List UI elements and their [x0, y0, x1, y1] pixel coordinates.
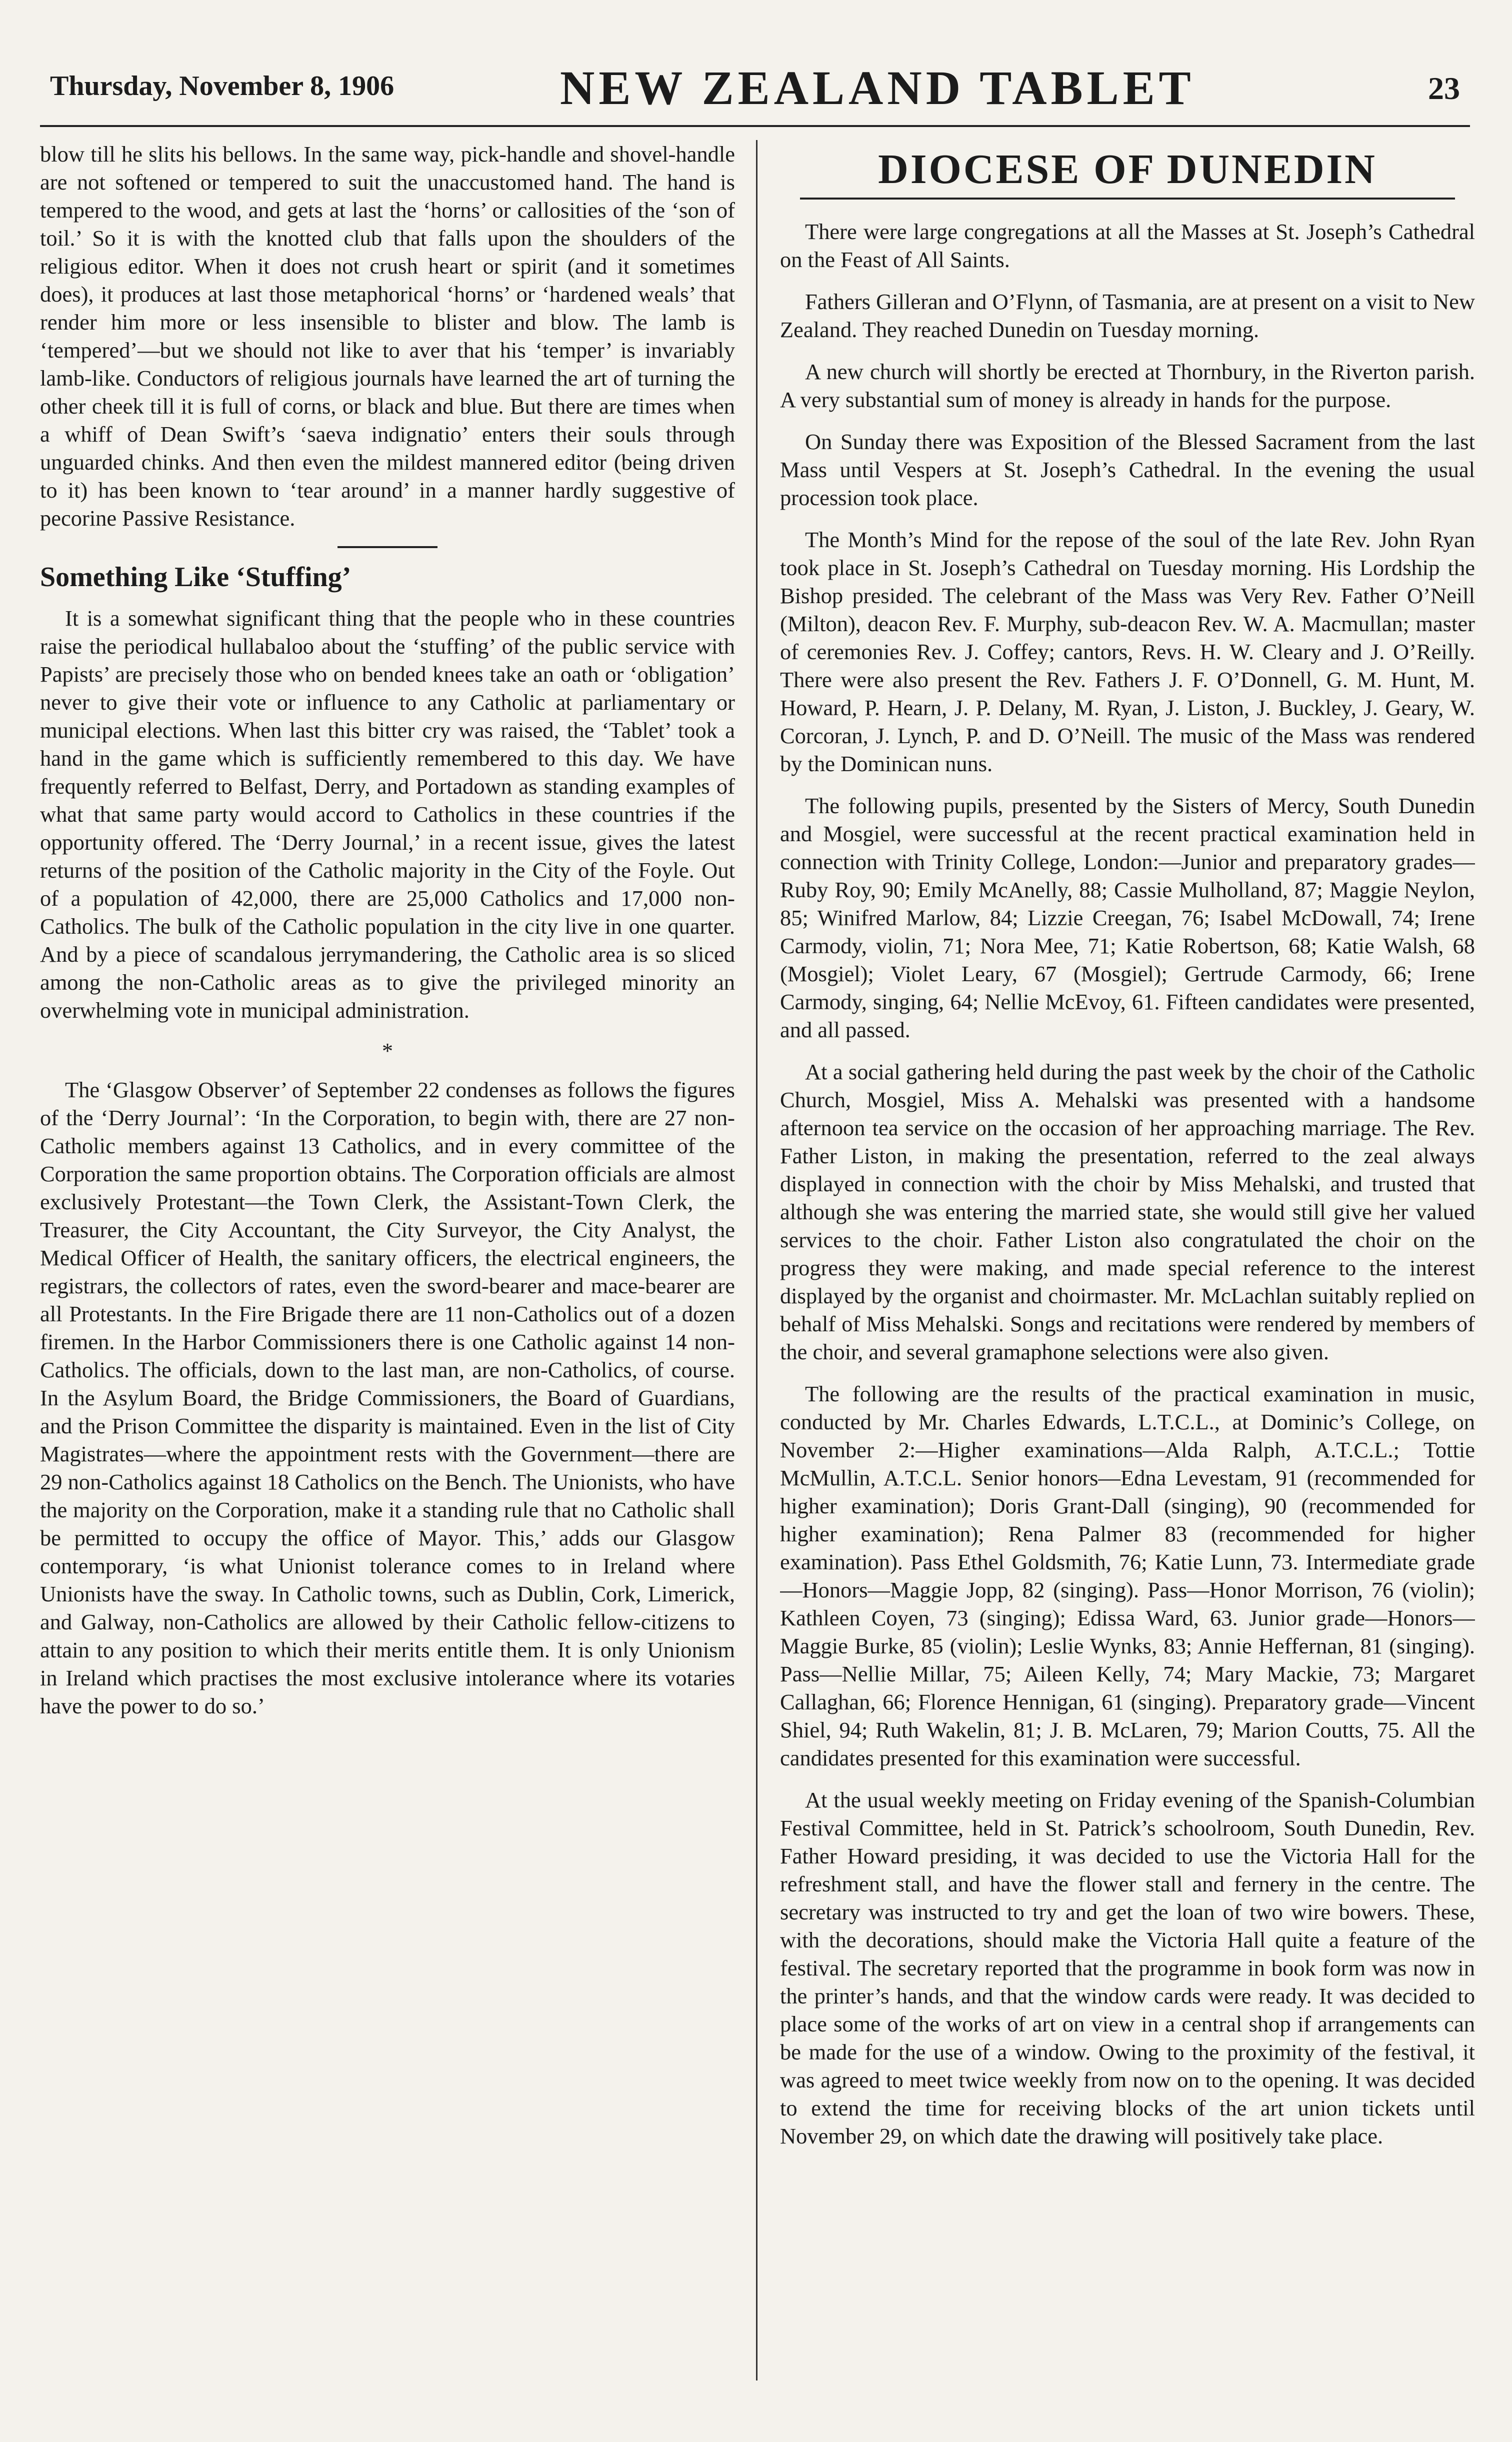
article-paragraph: It is a somewhat significant thing that the people who in these countries raise the periodical hullabaloo about the ‘stuffing’ of the public service with Papists’ are precisely those who on bended knees take an oath or ‘obligation’ never to give their vote or influence to any Catholic at parliamentary or municipal elections. When last this bitter cry was raised, the ‘Tablet’ took a hand in the game which is sufficiently remembered to this day. We have frequently referred to Belfast, Derry, and Portadown as standing examples of what that same party would accord to Catholics in these countries if the opportunity offered. The ‘Derry Journal,’ in a recent issue, gives the latest returns of the position of the Catholic majority in the City of the Foyle. Out of a population of 42,000, there are 25,000 Catholics and 17,000 non-Catholics. The bulk of the Catholic population in the city live in one quarter. And by a piece of scandalous jerrymandering, the Catholic area is so sliced among the non-Catholic areas as to give the privileged minority an overwhelming vote in municipal administration.	[40, 606, 735, 1023]
right-column	[780, 140, 1475, 2380]
news-item: On Sunday there was Exposition of the Blessed Sacrament from the last Mass until Vespers at St. Joseph’s Cathedral. In the evening the usual procession took place.	[780, 429, 1475, 510]
section-heading: Something Like ‘Stuffing’	[40, 562, 352, 593]
page-number: 23	[1428, 71, 1460, 106]
news-item: At the usual weekly meeting on Friday evening of the Spanish-Columbian Festival Committee, held in St. Patrick’s schoolroom, South Dunedin, Rev. Father Howard presiding, it was decided to use the Victoria Hall for the refreshment stall, and have the flower stall and fernery in the centre. The secretary was instructed to try and get the loan of two wire bowers. These, with the decorations, should make the Victoria Hall quite a feature of the festival. The secretary reported that the programme in book form was now in the printer’s hands, and that the window cards were ready. It was decided to place some of the works of art on view in a central shop if arrangements can be made for the use of a window. Owing to the proximity of the festival, it was agreed to meet twice weekly from now on to the opening. It was decided to extend the time for receiving blocks of the art union tickets until November 29, on which date the drawing will positively take place.	[780, 1787, 1475, 2148]
news-item: The Month’s Mind for the repose of the soul of the late Rev. John Ryan took place in St. Joseph’s Cathedral on Tuesday morning. His Lordship the Bishop presided. The celebrant of the Mass was Very Rev. Father O’Neill (Milton), deacon Rev. F. Murphy, sub-deacon Rev. W. A. Macmullan; master of ceremonies Rev. J. Coffey; cantors, Revs. H. W. Cleary and J. O’Reilly. There were also present the Rev. Fathers J. F. O’Donnell, G. M. Hunt, M. Howard, P. Hearn, J. P. Delany, M. Ryan, J. Liston, J. Buckley, J. Geary, W. Corcoran, J. Lynch, P. and D. O’Neill. The music of the Mass was rendered by the Dominican nuns.	[780, 527, 1475, 776]
section-ornament: *	[382, 1039, 393, 1063]
heading-rule	[800, 198, 1455, 200]
news-item: At a social gathering held during the past week by the choir of the Catholic Church, Mosgiel, Miss A. Mehalski was presented with a handsome afternoon tea service on the occasion of her approaching marriage. The Rev. Father Liston, in making the presentation, referred to the zeal always displayed in connection with the choir by Miss Mehalski, and trusted that although she was entering the married state, she would still give her valued services to the choir. Father Liston also congratulated the choir on the progress they were making, and made special reference to the interest displayed by the organist and choirmaster. Mr. McLachlan suitably replied on behalf of Miss Mehalski. Songs and recitations were rendered by members of the choir, and several gramaphone selections were also given.	[780, 1059, 1475, 1364]
section-divider	[338, 546, 438, 548]
news-item: A new church will shortly be erected at Thornbury, in the Riverton parish. A very substantial sum of money is already in hands for the purpose.	[780, 359, 1475, 412]
section-heading: DIOCESE OF DUNEDIN	[878, 146, 1377, 193]
masthead	[40, 50, 1470, 127]
left-column	[40, 140, 735, 2380]
news-item: The following pupils, presented by the Sisters of Mercy, South Dunedin and Mosgiel, were successful at the recent practical examination held in connection with Trinity College, London:—Junior and preparatory grades—Ruby Roy, 90; Emily McAnelly, 88; Cassie Mulholland, 87; Maggie Neylon, 85; Winifred Marlow, 84; Lizzie Creegan, 76; Isabel McDowall, 74; Irene Carmody, violin, 71; Nora Mee, 71; Katie Robertson, 68; Katie Walsh, 68 (Mosgiel); Violet Leary, 67 (Mosgiel); Gertrude Carmody, 66; Irene Carmody, singing, 64; Nellie McEvoy, 61. Fifteen candidates were presented, and all passed.	[780, 793, 1475, 1042]
news-item: The following are the results of the practical examination in music, conducted by Mr. Charles Edwards, L.T.C.L., at Dominic’s College, on November 2:—Higher examinations—Alda Ralph, A.T.C.L.; Tottie McMullin, A.T.C.L. Senior honors—Edna Levestam, 91 (recommended for higher examination); Doris Grant-Dall (singing), 90 (recommended for higher examination); Rena Palmer 83 (recommended for higher examination). Pass Ethel Goldsmith, 76; Katie Lunn, 73. Intermediate grade —Honors—Maggie Jopp, 82 (singing). Pass—Honor Morrison, 76 (violin); Kathleen Coyen, 73 (singing); Edissa Ward, 63. Junior grade—Honors—Maggie Burke, 85 (violin); Leslie Wynks, 83; Annie Heffernan, 81 (singing). Pass—Nellie Millar, 75; Aileen Kelly, 74; Mary Mackie, 73; Margaret Callaghan, 66; Florence Hennigan, 61 (singing). Preparatory grade—Vincent Shiel, 94; Ruth Wakelin, 81; J. B. McLaren, 79; Marion Coutts, 75. All the candidates presented for this examination were successful.	[780, 1381, 1475, 1770]
article-paragraph: The ‘Glasgow Observer’ of September 22 condenses as follows the figures of the ‘Derry Journal’: ‘In the Corporation, to begin with, there are 27 non-Catholic members against 13 Catholics, and in every committee of the Corporation the same proportion obtains. The Corporation officials are almost exclusively Protestant—the Town Clerk, the Assistant-Town Clerk, the Treasurer, the City Accountant, the City Surveyor, the City Analyst, the Medical Officer of Health, the sanitary officers, the electrical engineers, the registrars, the collectors of rates, even the sword-bearer and mace-bearer are all Protestants. In the Fire Brigade there are 11 non-Catholics out of a dozen firemen. In the Harbor Commissioners there is one Catholic against 14 non-Catholics. The officials, down to the last man, are non-Catholics, of course. In the Asylum Board, the Bridge Commissioners, the Board of Guardians, and the Prison Committee the disparity is maintained. Even in the list of City Magistrates—where the appointment rests with the Government—there are 29 non-Catholics against 18 Catholics on the Bench. The Unionists, who have the majority on the Corporation, make it a standing rule that no Catholic shall be permitted to occupy the office of Mayor. This,’ adds our Glasgow contemporary, ‘is what Unionist tolerance comes to in Ireland where Unionists have the sway. In Catholic towns, such as Dublin, Cork, Limerick, and Galway, non-Catholics are allowed by their Catholic fellow-citizens to attain to any position to which their merits entitle them. It is only Unionism in Ireland which practises the most exclusive intolerance where its votaries have the power to do so.’	[40, 1077, 735, 1718]
newspaper-title: NEW ZEALAND TABLET	[560, 61, 1195, 115]
news-item: There were large congregations at all the Masses at St. Joseph’s Cathedral on the Feast of All Saints.	[780, 219, 1475, 272]
issue-date: Thursday, November 8, 1906	[50, 71, 394, 102]
article-paragraph: blow till he slits his bellows. In the same way, pick-handle and shovel-handle are not softened or tempered to suit the unaccustomed hand. The hand is tempered to the wood, and gets at last the ‘horns’ or callosities of the ‘son of toil.’ So it is with the knotted club that falls upon the shoulders of the religious editor. When it does not crush heart or spirit (and it sometimes does), it produces at last those metaphorical ‘horns’ or ‘hardened weals’ that render him more or less insensible to blister and blow. The lamb is ‘tempered’—but we should not like to aver that his ‘temper’ is invariably lamb-like. Conductors of religious journals have learned the art of turning the other cheek till it is full of corns, or black and blue. But there are times when a whiff of Dean Swift’s ‘saeva indignatio’ enters their souls through unguarded chinks. And then even the mildest mannered editor (being driven to it) has been known to ‘tear around’ in a manner hardly suggestive of pecorine Passive Resistance.	[40, 142, 735, 531]
news-item: Fathers Gilleran and O’Flynn, of Tasmania, are at present on a visit to New Zealand. They reached Dunedin on Tuesday morning.	[780, 289, 1475, 342]
column-divider	[756, 140, 758, 2380]
